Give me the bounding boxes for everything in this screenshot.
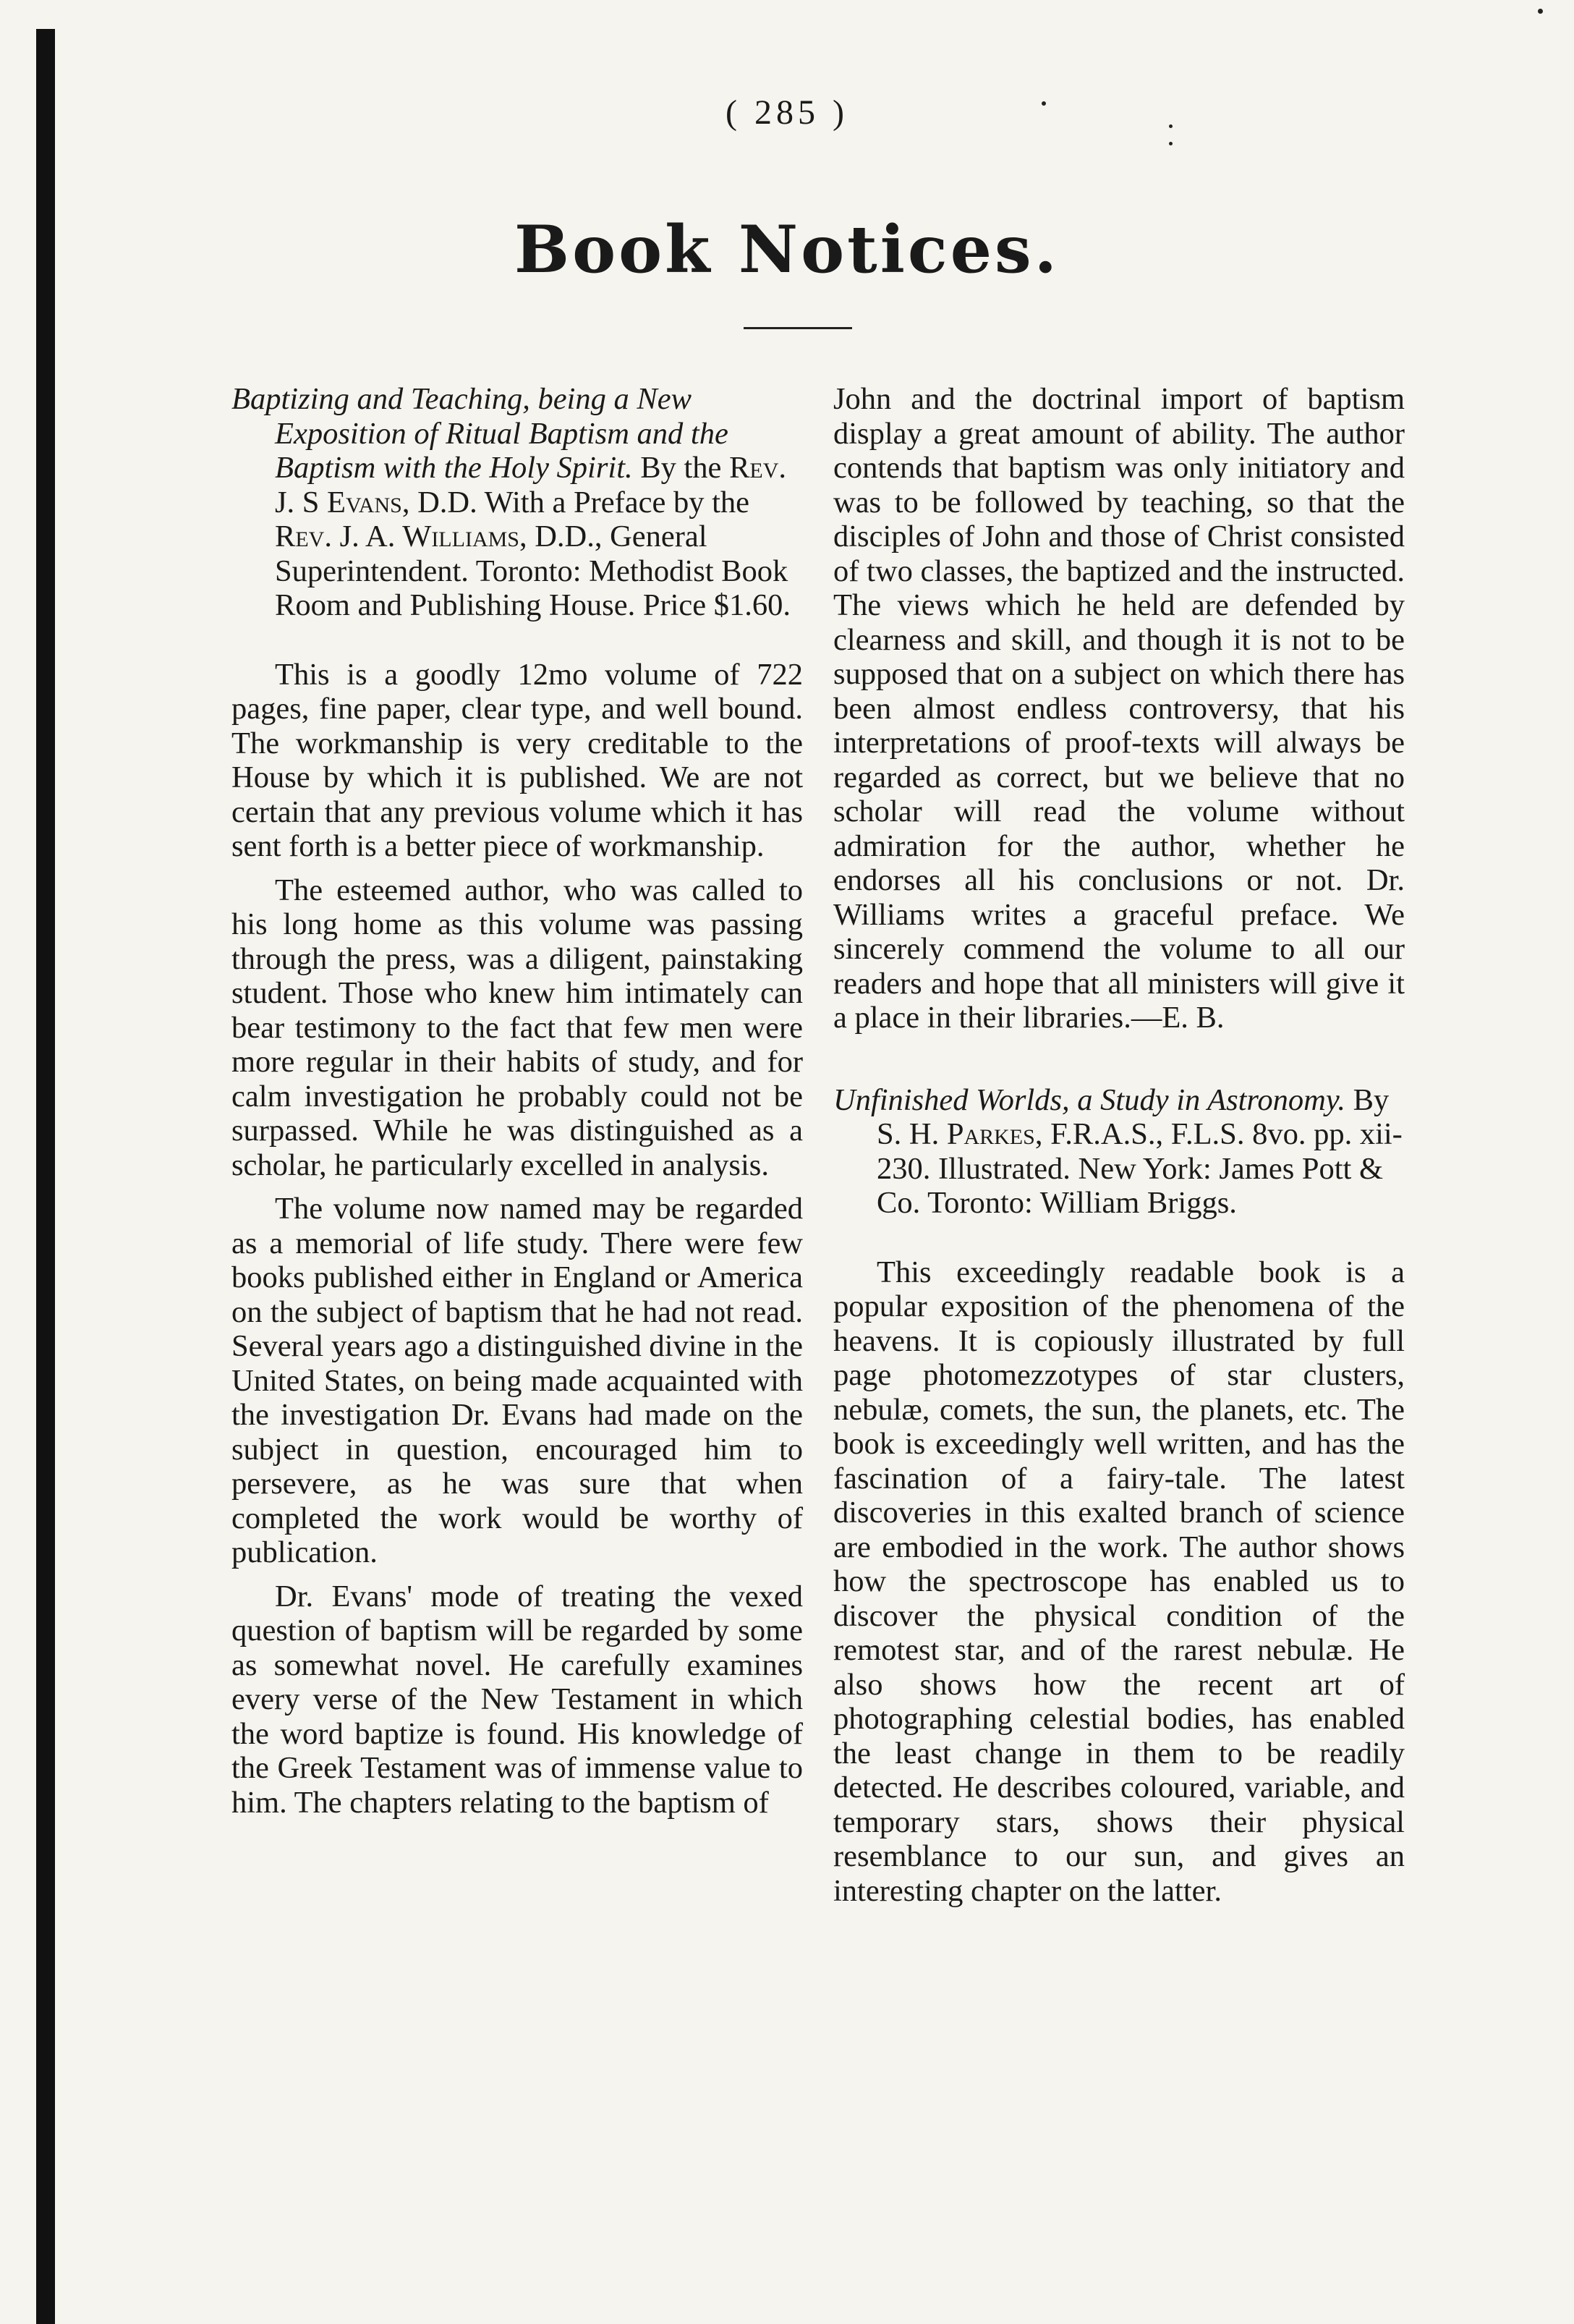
page-spine-edge: [36, 29, 55, 2324]
right-column: [833, 382, 1405, 1908]
preface-intro: With a Preface by the: [484, 485, 750, 519]
review-paragraph: This exceedingly readable book is a popular exposition of the phenomena of the heavens. It is copiously illustrated by full page photomezzotypes of star clusters, nebulæ, comets, the sun, the planets, etc. The book is exceedingly well written, and has the fascination of a fairy-tale. The latest discoveries in this exalted branch of science are embodied in the work. The author shows how the spectroscope has enabled us to discover the physical condition of the remotest star, and of the rarest nebulæ. He also shows how the recent art of photographing celestial bodies, has enabled the least change in them to be readily detected. He describes coloured, variable, and temporary stars, shows their physical resemblance to our sun, and gives an interesting chapter on the latter.: [833, 1255, 1405, 1908]
review-paragraph-continued: John and the doctrinal import of baptism display a great amount of ability. The author contends that baptism was only initiatory and was to be followed by teaching, so that the disciples of John and those of Christ consisted of two classes, the baptized and the instructed. The views which he held are defended by clearness and skill, and though it is not to be supposed that on a subject on which there has been almost endless controversy, that his interpretations of proof-texts will always be regarded as correct, but we believe that no scholar will read the volume without admiration for the author, whether he endorses all his conclusions or not. Dr. Williams writes a graceful preface. We sincerely commend the volume to all our readers and hope that all ministers will give it a place in their libraries.—E. B.: [833, 382, 1405, 1035]
print-speck: [1169, 142, 1173, 145]
author-name: S. H. Parkes,: [877, 1117, 1043, 1151]
review-paragraph: This is a goodly 12mo volume of 722 pages, fine paper, clear type, and well bound. The workmanship is very creditable to the House by which it is published. We are not certain that any previous volume which it has sent forth is a better piece of workmanship.: [231, 657, 803, 863]
notice-heading: [833, 1083, 1405, 1221]
review-paragraph: Dr. Evans' mode of treating the vexed question of baptism will be regarded by some as somewhat novel. He carefully examines every verse of the New Testament in which the word baptize is found. His knowledge of the Greek Testament was of immense value to him. The chapters relating to the baptism of: [231, 1579, 803, 1820]
book-title: Baptizing and Teaching, being a New Exposition of Ritual Baptism and the Baptism with the Holy Spirit.: [231, 382, 728, 485]
review-paragraph: The esteemed author, who was called to his long home as this volume was passing through the press, was a diligent, painstaking student. Those who knew him intimately can bear testimony to the fact that few men were more regular in their habits of study, and for calm investigation he probably could not be surpassed. While he was distinguished as a scholar, he particularly excelled in analysis.: [231, 873, 803, 1182]
notice-heading: [231, 382, 803, 623]
author-name: Rev. J. S Evans, D.D.: [275, 451, 787, 519]
by-label: By: [1353, 1082, 1390, 1117]
page-title: Book Notices.: [514, 211, 1060, 288]
title-rule: [744, 327, 852, 329]
publication-details: , General Superintendent. Toronto: Methodist Book Room and Publishing House. Price $1.60.: [275, 519, 791, 622]
page-number: ( 285 ): [726, 93, 848, 132]
review-paragraph: The volume now named may be regarded as a memorial of life study. There were few books published either in England or America on the subject of baptism that he had not read. Several years ago a distinguished divine in the United States, on being made acquainted with the investigation Dr. Evans had made on the subject in question, encouraged him to persevere, as he was sure that when completed the work would be worthy of publication.: [231, 1192, 803, 1569]
preface-author: Rev. J. A. Williams, D.D.: [275, 519, 595, 554]
by-label: By the: [640, 451, 722, 485]
publication-details: F.R.A.S., F.L.S. 8vo. pp. xii-230. Illustrated. New York: James Pott & Co. Toronto: William Briggs.: [877, 1117, 1403, 1220]
book-title: Unfinished Worlds, a Study in Astronomy.: [833, 1082, 1345, 1117]
left-column: [231, 382, 803, 1820]
print-speck: [1538, 9, 1543, 14]
